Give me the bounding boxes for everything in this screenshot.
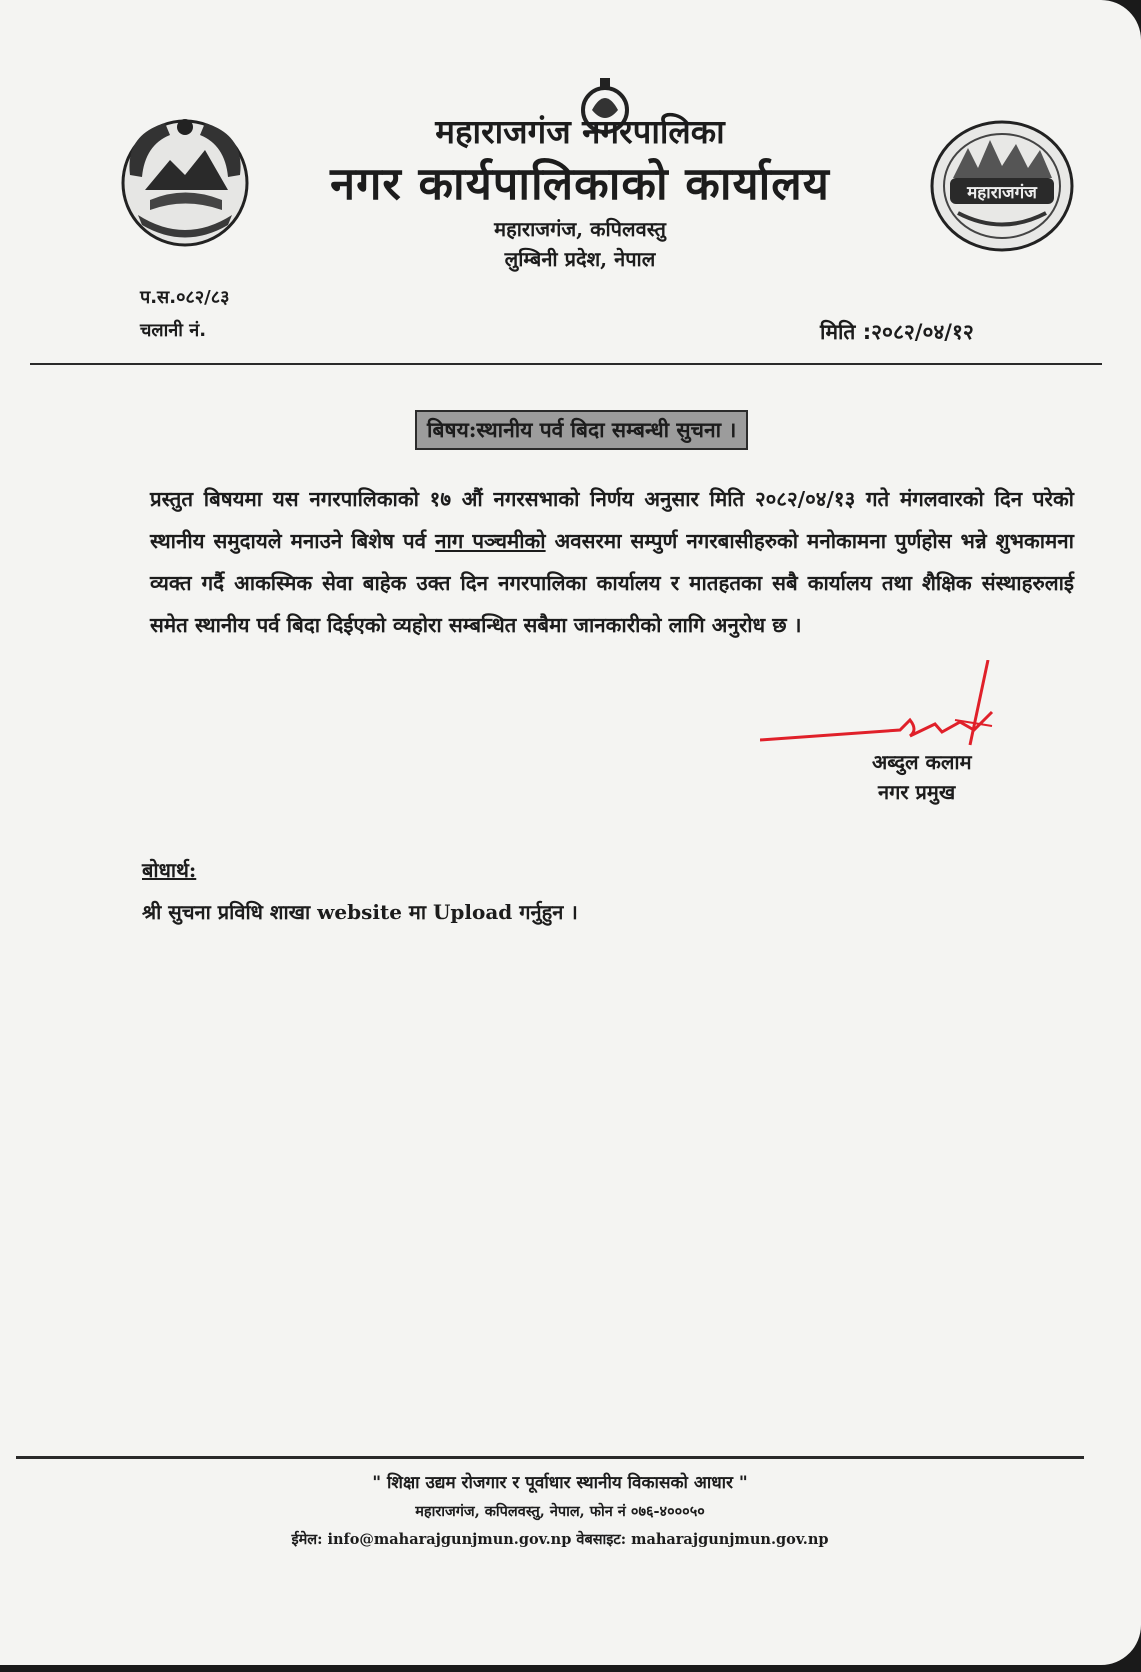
dispatch-number: चलानी नं. <box>140 320 207 341</box>
signature-block <box>760 660 1080 860</box>
footer-contact: महाराजगंज, कपिलवस्तु, नेपाल, फोन नं ०७६-४०००५० <box>415 1503 705 1520</box>
reference-number: प.स.०८२/८३ <box>140 287 230 308</box>
municipality-name: महाराजगंज नगरपालिका <box>435 112 725 151</box>
office-name: नगर कार्यपालिकाको कार्यालय <box>330 157 830 210</box>
letterhead <box>300 110 860 274</box>
body-paragraph <box>150 478 1074 646</box>
cc-label: बोधार्थ: <box>142 858 197 882</box>
body-text-part-1: प्रस्तुत बिषयमा यस नगरपालिकाको १७ औं नगरसभाको निर्णय अनुसार मिति २०८२/०४/१३ गते मंगलवारको दिन परेको स्थानीय समुदायले मनाउने बिशेष पर्व <box>150 487 1074 553</box>
footer-slogan: " शिक्षा उद्यम रोजगार र पूर्वाधार स्थानीय विकासको आधार " <box>372 1473 748 1493</box>
header-divider <box>30 363 1102 365</box>
footer-divider <box>16 1456 1084 1459</box>
signatory-name: अब्दुल कलाम <box>872 750 972 774</box>
address-line-1: महाराजगंज, कपिलवस्तु <box>494 217 666 241</box>
subject-line: बिषय:स्थानीय पर्व बिदा सम्बन्धी सुचना । <box>415 410 748 450</box>
letter-date: मिति :२०८२/०४/१२ <box>820 320 974 344</box>
logo-text: महाराजगंज <box>967 183 1037 203</box>
cc-text: श्री सुचना प्रविधि शाखा website मा Upload गर्नुहुन । <box>142 900 578 924</box>
signatory-title: नगर प्रमुख <box>878 780 956 804</box>
footer-email-website: ईमेल: info@maharajgunjmun.gov.np वेबसाइट: maharajgunjmun.gov.np <box>291 1531 829 1548</box>
body-text-part-2: अवसरमा सम्पुर्ण नगरबासीहरुको मनोकामना पुर्णहोस भन्ने शुभकामना व्यक्त गर्दै आकस्मिक सेवा बाहेक उक्त दिन नगरपालिका कार्यालय र मातहतका सबै कार्यालय तथा शैक्षिक संस्थाहरुलाई समेत स्थानीय पर्व बिदा दिईएको व्यहोरा सम्बन्धित सबैमा जानकारीको लागि अनुरोध छ । <box>150 529 1074 637</box>
municipality-logo-icon <box>928 118 1076 253</box>
signature-scribble-icon <box>760 660 1080 750</box>
address-line-2: लुम्बिनी प्रदेश, नेपाल <box>504 247 656 271</box>
footer <box>180 1468 940 1554</box>
festival-name: नाग पञ्चमीको <box>435 529 546 553</box>
nepal-emblem-icon <box>110 105 260 255</box>
